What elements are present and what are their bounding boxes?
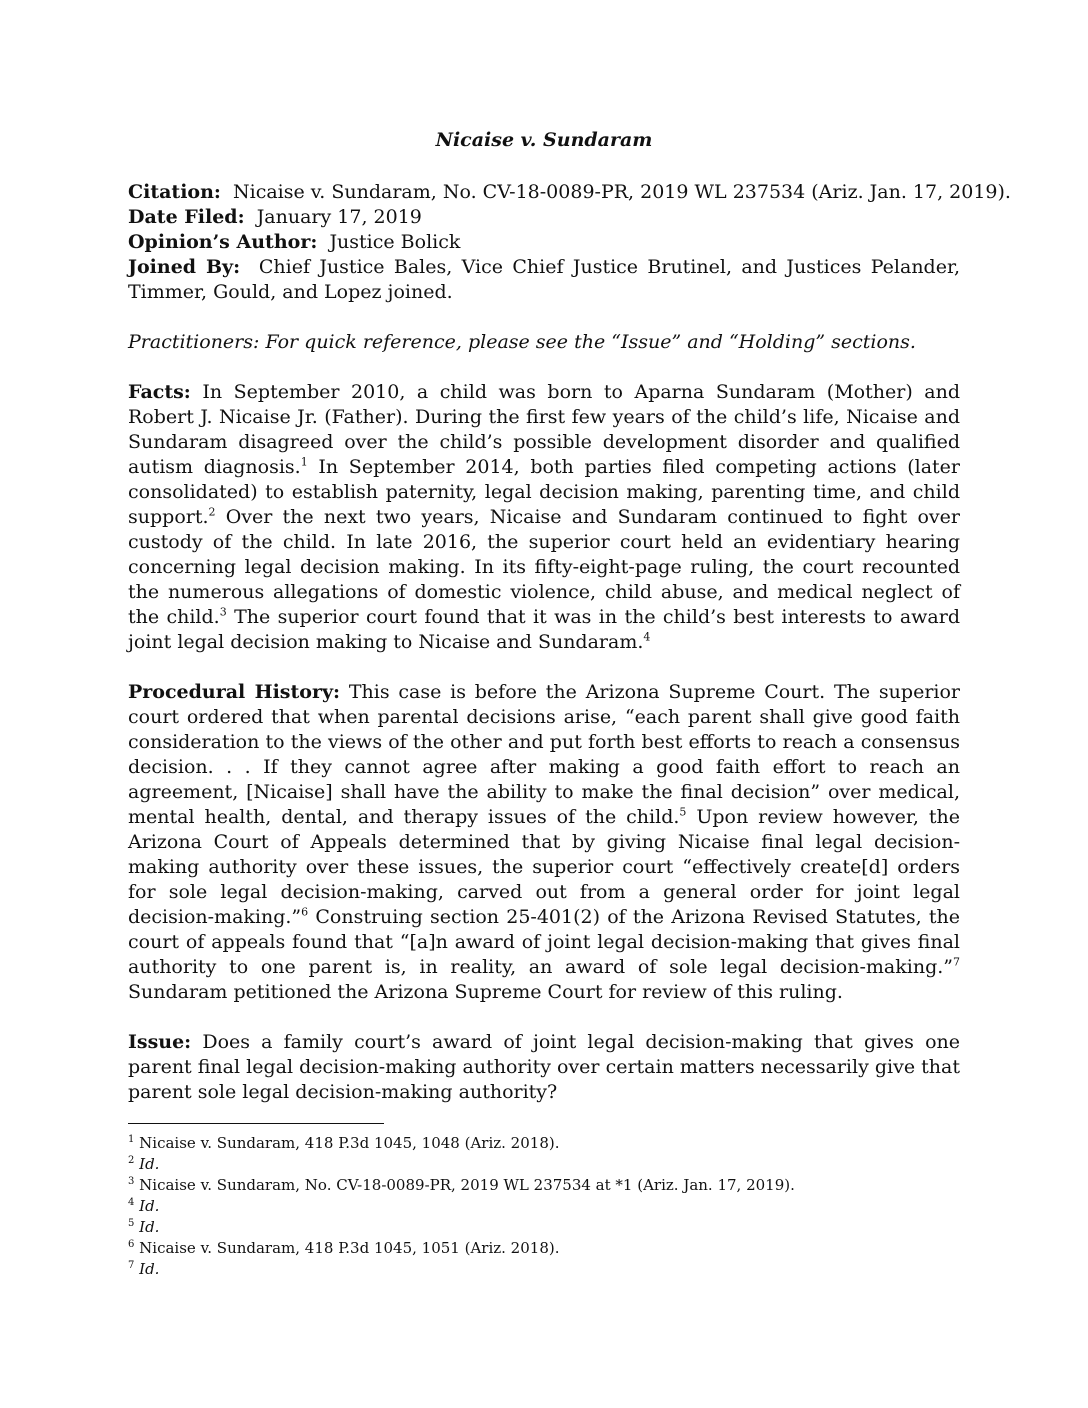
- footnote-number: 3: [128, 1176, 135, 1187]
- footnotes-list: [128, 1133, 960, 1280]
- footnote-ref[interactable]: 4: [643, 630, 651, 644]
- date-filed-row: [128, 205, 960, 230]
- footnote-number: 4: [128, 1197, 135, 1208]
- footnote-number: 1: [128, 1134, 135, 1145]
- footnote-divider: [128, 1123, 384, 1124]
- footnote-text: Id.: [139, 1155, 160, 1173]
- footnote-ref[interactable]: 7: [953, 955, 960, 969]
- footnote-number: 5: [128, 1218, 135, 1229]
- footnote-text: Id.: [139, 1218, 160, 1236]
- date-filed-value: January 17, 2019: [256, 206, 422, 228]
- joined-by-label: Joined By:: [128, 256, 241, 278]
- procedural-history-label: Procedural History:: [128, 681, 341, 703]
- issue-label: Issue:: [128, 1031, 192, 1053]
- facts-section: [128, 380, 960, 655]
- procedural-sentence: This case is before the Arizona Supreme Court. The superior court ordered that when parental decisions arise, “each parent shall give good faith consideration to the views of the other and put forth best efforts to reach a consensus decision. . . If they cannot agree after making a good faith effort to reach an agreement, [Nicaise] shall have the ability to make the final decision” over medical, mental health, dental, and therapy issues of the child.: [128, 681, 960, 828]
- footnote-item: [128, 1154, 960, 1175]
- facts-sentence: In September 2010, a child was born to Aparna Sundaram (Mother) and Robert J. Nicaise Jr. (Father). During the first few years of the child’s life, Nicaise and Sundaram disagreed over the child’s possible development disorder and qualified autism diagnosis.: [128, 381, 960, 478]
- issue-section: [128, 1030, 960, 1105]
- author-row: [128, 230, 960, 255]
- footnote-text: Id.: [139, 1260, 160, 1278]
- case-metadata: [128, 180, 1011, 305]
- footnote-item: [128, 1238, 960, 1259]
- footnote-text: Nicaise v. Sundaram, 418 P.3d 1045, 1048 (Ariz. 2018).: [139, 1134, 560, 1152]
- document-page: [128, 128, 1011, 1130]
- procedural-sentence: Construing section 25-401(2) of the Arizona Revised Statutes, the court of appeals found that “[a]n award of joint legal decision-making that gives final authority to one parent is, in reality, an award of sole legal decision-making.”: [128, 906, 960, 978]
- footnote-number: 7: [128, 1260, 135, 1271]
- footnote-text: Id.: [139, 1197, 160, 1215]
- footnote-ref[interactable]: 6: [301, 905, 309, 919]
- citation-label: Citation:: [128, 181, 221, 203]
- procedural-history-section: [128, 680, 960, 1005]
- citation-value: Nicaise v. Sundaram, No. CV-18-0089-PR, 2019 WL 237534 (Ariz. Jan. 17, 2019).: [233, 181, 1011, 203]
- case-title: Nicaise v. Sundaram: [435, 129, 653, 151]
- footnote-item: [128, 1133, 960, 1154]
- footnote-text: Nicaise v. Sundaram, No. CV-18-0089-PR, 2019 WL 237534 at *1 (Ariz. Jan. 17, 2019).: [139, 1176, 795, 1194]
- footnote-item: [128, 1259, 960, 1280]
- joined-by-value: Chief Justice Bales, Vice Chief Justice Brutinel, and Justices Pelander, Timmer, Gould, and Lopez joined.: [128, 256, 960, 303]
- footnote-item: [128, 1196, 960, 1217]
- footnote-ref[interactable]: 2: [208, 505, 216, 519]
- footnote-ref[interactable]: 3: [219, 605, 227, 619]
- procedural-sentence: Upon review however, the Arizona Court of Appeals determined that by giving Nicaise final legal decision-making authority over these issues, the superior court “effectively create[d] orders for sole legal decision-making, carved out from a general order for joint legal decision-making.”: [128, 806, 961, 928]
- footnote-number: 6: [128, 1239, 135, 1250]
- facts-sentence: In September 2014, both parties filed competing actions (later consolidated) to establish paternity, legal decision making, parenting time, and child support.: [128, 456, 961, 528]
- citation-row: [128, 180, 1011, 205]
- footnote-item: [128, 1175, 960, 1196]
- author-value: Justice Bolick: [329, 231, 461, 253]
- author-label: Opinion’s Author:: [128, 231, 318, 253]
- facts-sentence: Over the next two years, Nicaise and Sundaram continued to fight over custody of the child. In late 2016, the superior court held an evidentiary hearing concerning legal decision making. In its fifty-eight-page ruling, the court recounted the numerous allegations of domestic violence, child abuse, and medical neglect of the child.: [128, 506, 960, 628]
- facts-label: Facts:: [128, 381, 191, 403]
- footnote-item: [128, 1217, 960, 1238]
- practitioners-note: Practitioners: For quick reference, please see the “Issue” and “Holding” sections.: [128, 331, 916, 353]
- date-filed-label: Date Filed:: [128, 206, 245, 228]
- issue-text: Does a family court’s award of joint legal decision-making that gives one parent final legal decision-making authority over certain matters necessarily give that parent sole legal decision-making authority?: [128, 1031, 960, 1103]
- procedural-sentence: Sundaram petitioned the Arizona Supreme Court for review of this ruling.: [128, 981, 843, 1003]
- facts-sentence: The superior court found that it was in the child’s best interests to award joint legal decision making to Nicaise and Sundaram.: [128, 606, 960, 653]
- footnote-number: 2: [128, 1155, 135, 1166]
- footnote-text: Nicaise v. Sundaram, 418 P.3d 1045, 1051 (Ariz. 2018).: [139, 1239, 560, 1257]
- footnote-ref[interactable]: 1: [300, 455, 308, 469]
- footnote-ref[interactable]: 5: [679, 805, 687, 819]
- joined-by-row: [128, 255, 960, 305]
